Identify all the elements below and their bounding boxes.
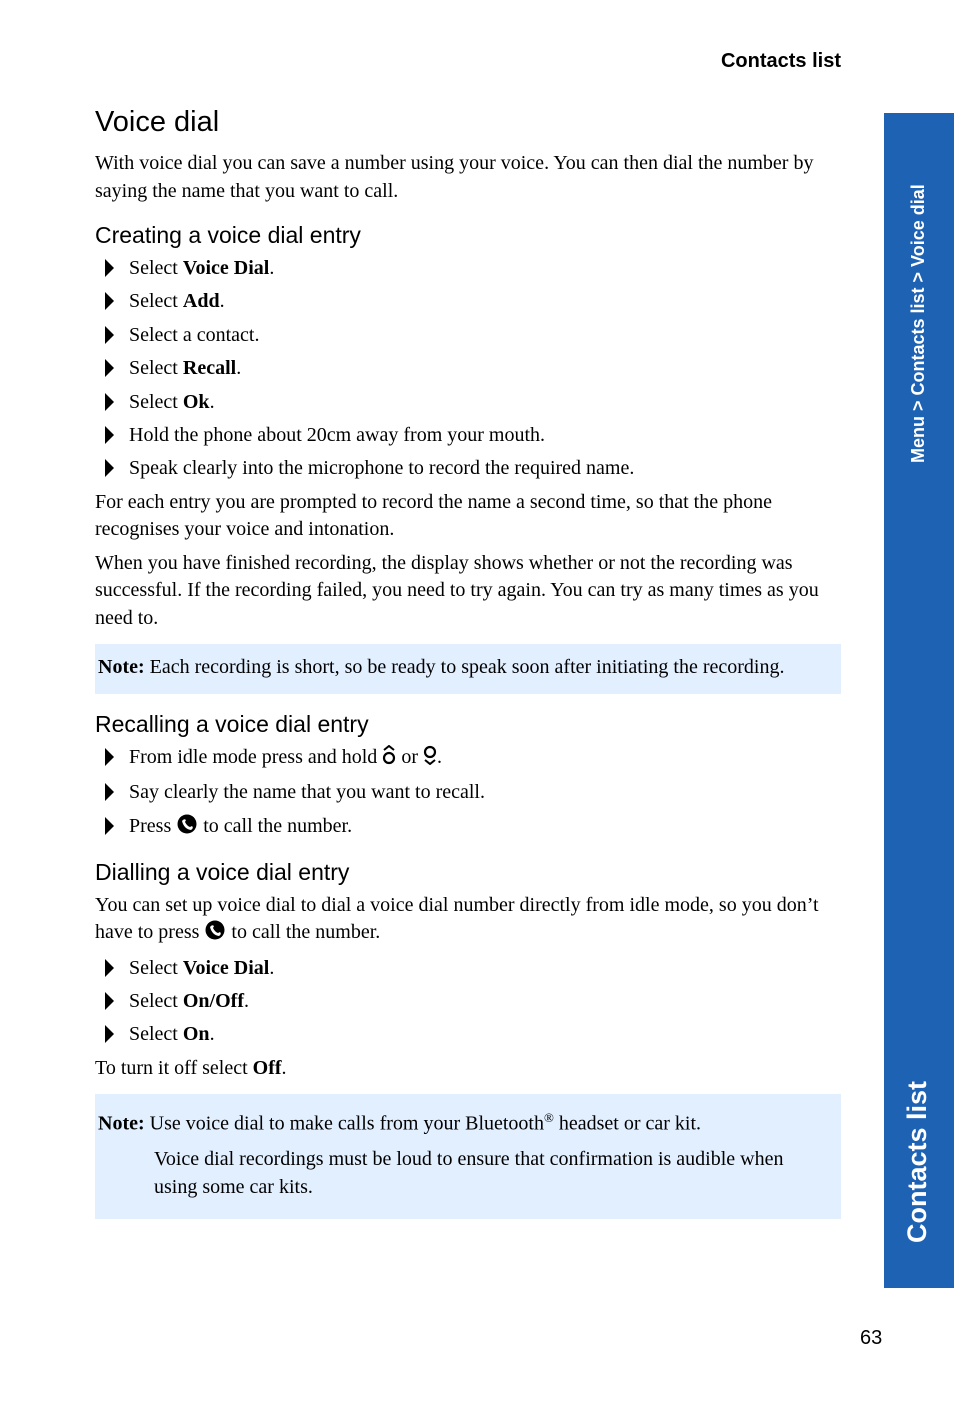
running-header: Contacts list [720,50,841,72]
list-item: Select On/Off. [95,988,841,1015]
note-label: Note: [98,656,145,679]
list-item: Speak clearly into the microphone to record the required name. [95,455,841,482]
note-box [95,644,841,694]
list-item: Select Recall. [95,355,841,382]
bullet-arrow-icon [105,259,114,277]
note-label: Note: [98,1112,145,1135]
list-item: Select Voice Dial. [95,255,841,282]
list-item: Select Ok. [95,389,841,416]
bullet-arrow-icon [105,292,114,310]
list-item: Hold the phone about 20cm away from your mouth. [95,422,841,449]
nav-up-icon [382,745,396,773]
list-item: Select a contact. [95,322,841,349]
note-text: Note: Use voice dial to make calls from your Bluetooth® headset or car kit. [98,1110,702,1135]
recalling-heading: Recalling a voice dial entry [95,710,369,737]
bullet-arrow-icon [105,783,114,801]
side-breadcrumb: Menu > Contacts list > Voice dial [908,184,928,463]
list-item: Select Voice Dial. [95,955,841,982]
bullet-arrow-icon [105,959,114,977]
list-item: Select Add. [95,288,841,315]
result-paragraph: When you have finished recording, the display shows whether or not the recording was successful. If the recording failed, you need to try again. You can try as many times as you need to. [95,551,819,629]
bullet-arrow-icon [105,748,114,766]
nav-down-icon [423,745,437,773]
bullet-arrow-icon [105,359,114,377]
bullet-arrow-icon [105,326,114,344]
bullet-arrow-icon [105,817,114,835]
list-item: Press to call the number. [95,813,841,842]
intro-paragraph: With voice dial you can save a number using your voice. You can then dial the number by saying the name that you want to call. [95,152,814,202]
side-section-title: Contacts list [902,1080,932,1243]
note-text: Voice dial recordings must be loud to ensure that confirmation is audible when using some car kits. [154,1148,784,1198]
bullet-arrow-icon [105,426,114,444]
call-key-icon [176,814,198,842]
prompt-paragraph: For each entry you are prompted to record the name a second time, so that the phone recognises your voice and intonation. [95,490,772,541]
turn-off-paragraph: To turn it off select Off. [95,1056,287,1079]
list-item: Select On. [95,1021,841,1048]
creating-steps [95,255,841,482]
bullet-arrow-icon [105,393,114,411]
bullet-arrow-icon [105,992,114,1010]
dialling-steps [95,955,841,1049]
note-text: Note: Each recording is short, so be ready to speak soon after initiating the recording. [98,656,785,679]
page-content [95,100,841,1235]
page-number: 63 [860,1327,883,1349]
bullet-arrow-icon [105,1025,114,1043]
dialling-heading: Dialling a voice dial entry [95,858,350,885]
section-side-tab [884,113,954,1288]
creating-heading: Creating a voice dial entry [95,222,361,248]
page-title: Voice dial [95,106,220,138]
list-item: Say clearly the name that you want to recall. [95,779,841,806]
dialling-paragraph: You can set up voice dial to dial a voice dial number directly from idle mode, so you don’t have to press to call the number. [95,892,841,949]
recalling-steps [95,744,841,842]
list-item: From idle mode press and hold or . [95,744,841,773]
note-box [95,1094,841,1219]
call-key-icon [204,920,226,949]
bullet-arrow-icon [105,459,114,477]
